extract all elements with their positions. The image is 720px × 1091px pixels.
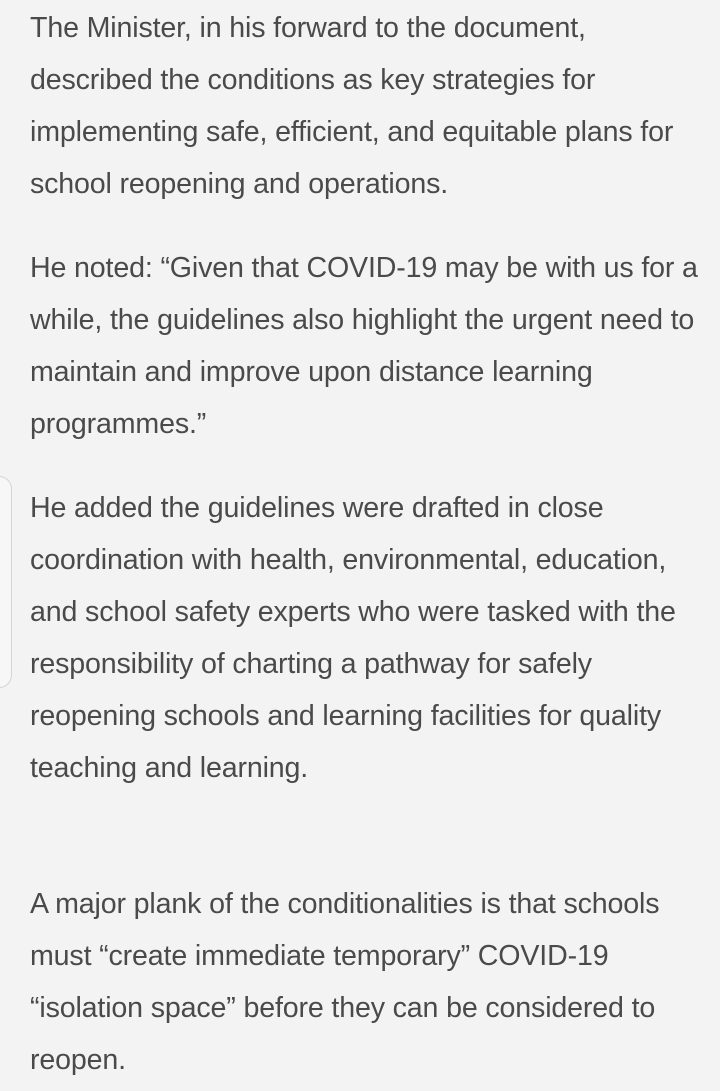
article-paragraph-2: He noted: “Given that COVID-19 may be with us for a while, the guidelines also highlight the urgent need to maintain and improve upon distance learning programmes.” bbox=[30, 252, 698, 440]
article-paragraph-4: A major plank of the conditionalities is that schools must “create immediate temporary” COVID-19 “isolation space” before they can be considered to reopen. bbox=[30, 888, 660, 1076]
article-paragraph-1: The Minister, in his forward to the document, described the conditions as key strategies for implementing safe, efficient, and equitable plans for school reopening and operations. bbox=[30, 12, 674, 200]
edge-panel-handle[interactable] bbox=[0, 476, 12, 688]
article-paragraph-3: He added the guidelines were drafted in close coordination with health, environmental, education, and school safety experts who were tasked with the responsibility of charting a pathway for safely reopening schools and learning facilities for quality teaching and learning. bbox=[30, 492, 676, 784]
